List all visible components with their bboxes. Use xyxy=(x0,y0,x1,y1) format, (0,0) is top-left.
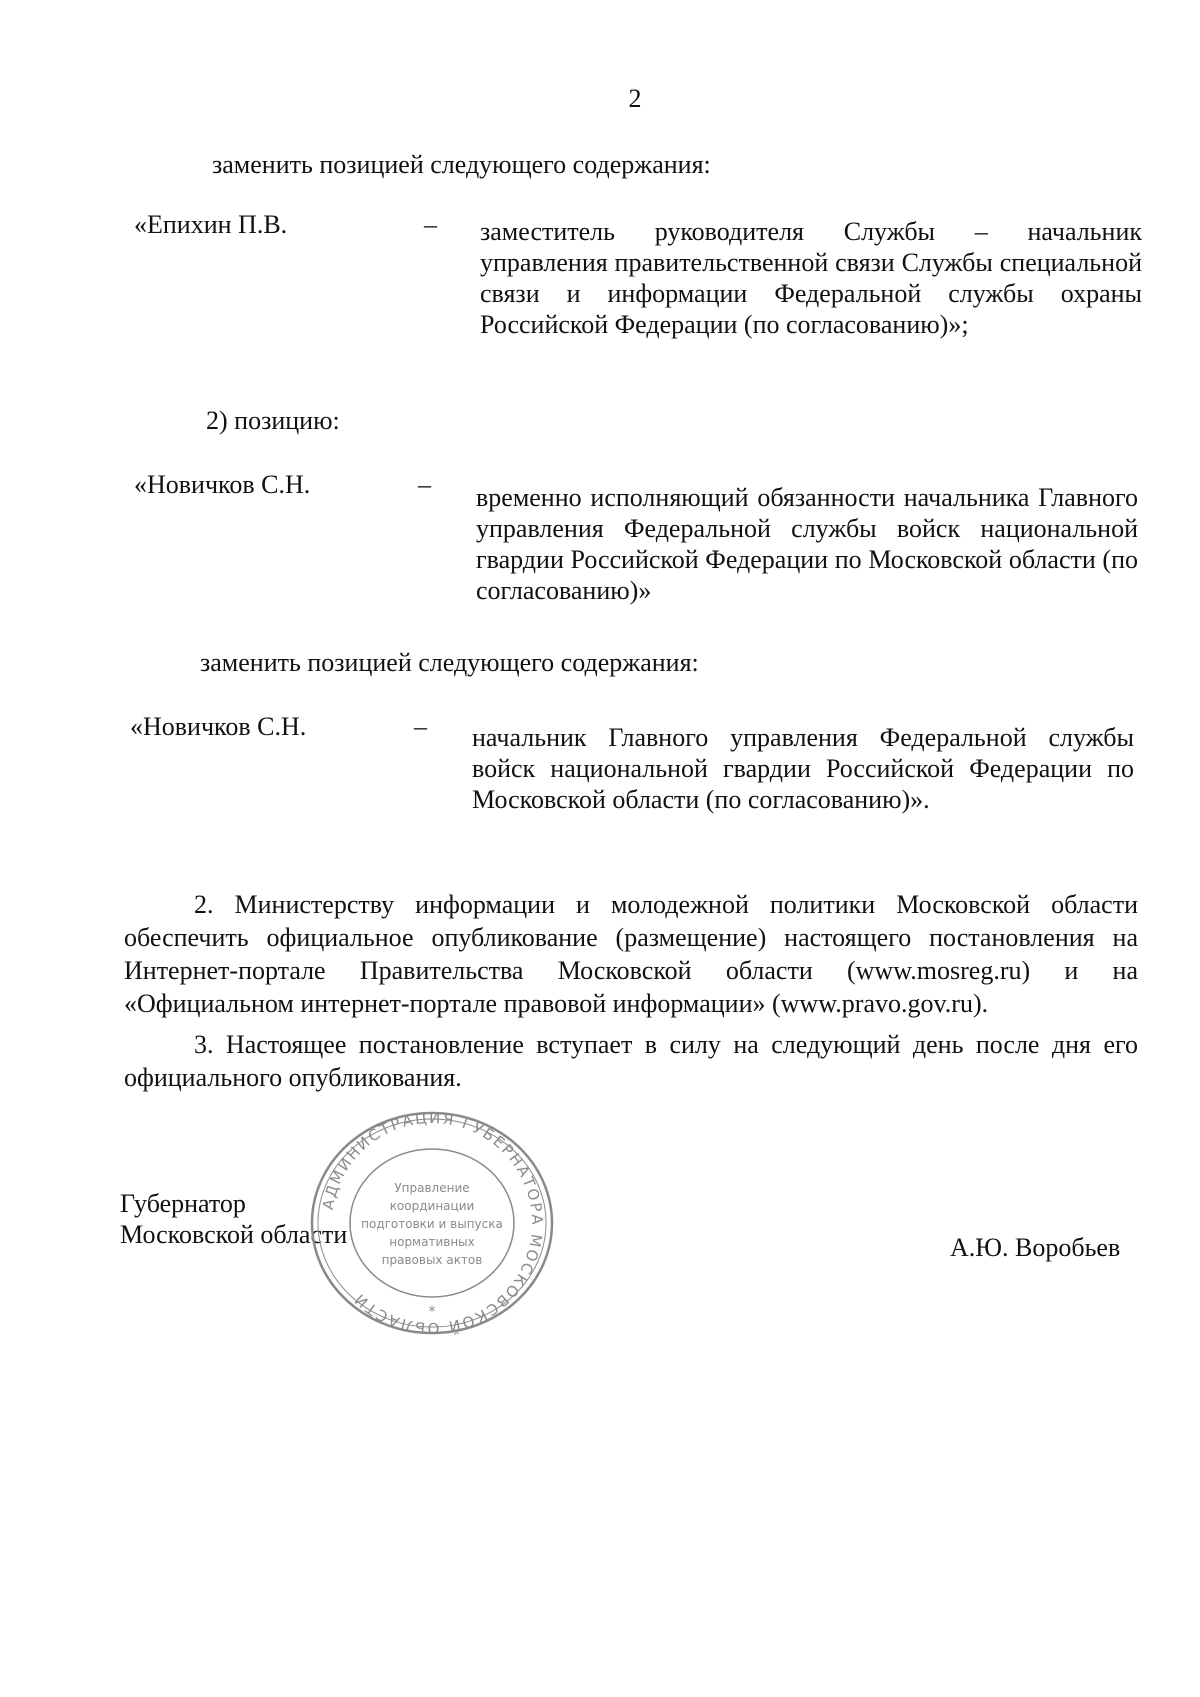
position-2-intro: 2) позицию: xyxy=(206,406,340,435)
official-stamp xyxy=(307,1108,557,1338)
signature-title-line-1: Губернатор xyxy=(120,1189,246,1218)
stamp-inner-line-4: нормативных xyxy=(389,1235,475,1249)
page-number: 2 xyxy=(628,84,642,113)
entry-3-name: «Новичков С.Н. xyxy=(130,712,307,741)
entry-1-name: «Епихин П.В. xyxy=(134,210,288,239)
paragraph-3: 3. Настоящее постановление вступает в силу на следующий день после дня его официального опубликования. xyxy=(124,1030,1138,1092)
paragraph-2: 2. Министерству информации и молодежной политики Московской области обеспечить официальное опубликование (размещение) настоящего постановления на Интернет-портале Правительства Московской области (www.mosreg.ru) и на «Официальном интернет-портале правовой информации» (www.pravo.gov.ru). xyxy=(124,890,1138,1018)
entry-1-dash: – xyxy=(424,210,437,239)
signature-title-line-2: Московской области xyxy=(120,1220,348,1249)
stamp-star-icon: * xyxy=(428,1304,436,1320)
signatory-name: А.Ю. Воробьев xyxy=(950,1233,1121,1262)
entry-3-description: начальник Главного управления Федеральной службы войск национальной гвардии Российской Федерации по Московской области (по согласованию)». xyxy=(472,723,1134,814)
entry-2-dash: – xyxy=(418,470,431,499)
entry-1-description: заместитель руководителя Службы – начальник управления правительственной связи Службы специальной связи и информации Федеральной службы охраны Российской Федерации (по согласованию)»; xyxy=(480,217,1142,339)
stamp-inner-line-2: координации xyxy=(389,1199,475,1213)
stamp-inner-line-1: Управление xyxy=(394,1181,470,1195)
stamp-inner-line-5: правовых актов xyxy=(381,1253,483,1267)
entry-2-name: «Новичков С.Н. xyxy=(134,470,311,499)
entry-3-dash: – xyxy=(414,712,427,741)
stamp-outer-text: АДМИНИСТРАЦИЯ ГУБЕРНАТОРА МОСКОВСКОЙ ОБЛАСТИ xyxy=(318,1108,547,1338)
stamp-inner-line-3: подготовки и выпуска xyxy=(361,1217,503,1231)
replace-intro-2: заменить позицией следующего содержания: xyxy=(200,648,699,677)
replace-intro-1: заменить позицией следующего содержания: xyxy=(212,150,711,179)
entry-2-description: временно исполняющий обязанности начальника Главного управления Федеральной службы войск национальной гвардии Российской Федерации по Московской области (по согласованию)» xyxy=(476,483,1138,605)
